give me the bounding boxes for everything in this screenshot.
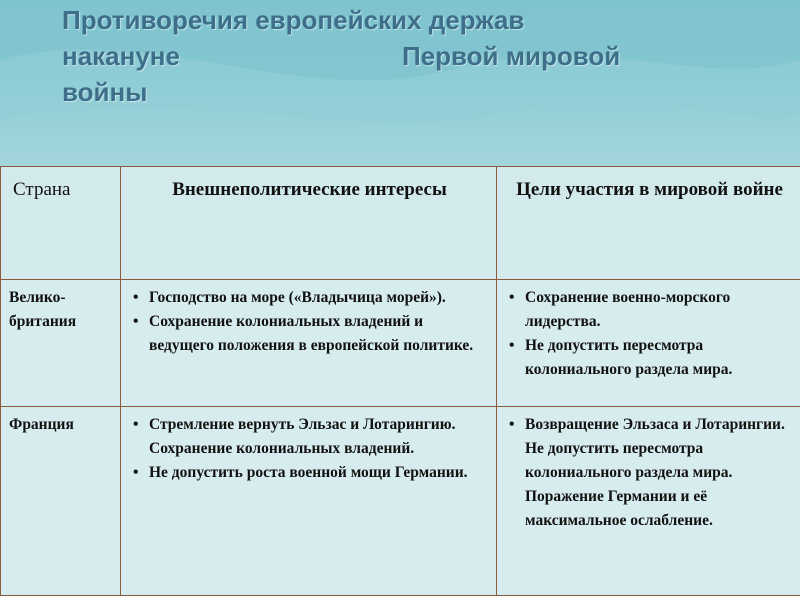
comparison-table: [0, 166, 800, 596]
list-item: • Господство на море («Владычица морей»).: [149, 286, 490, 310]
header-interests: Внешнеполитические интересы: [121, 167, 497, 280]
title-line-2a: накануне: [62, 41, 180, 71]
list-item: • Сохранение колониальных владений и ведущего положения в европейской политике.: [149, 310, 490, 358]
table-row: [1, 280, 800, 407]
header-goals: Цели участия в мировой войне: [497, 167, 800, 280]
header-country: Страна: [1, 167, 121, 280]
country-cell: Велико-британия: [1, 280, 121, 407]
table-header-row: [1, 167, 800, 280]
title-line-2b: Первой мировой: [401, 41, 621, 71]
goals-cell: [497, 280, 800, 407]
list-item: • Не допустить роста военной мощи Германии.: [149, 461, 490, 485]
list-item: • Не допустить пересмотра колониального раздела мира.: [525, 334, 794, 382]
list-item: • Сохранение военно-морского лидерства.: [525, 286, 794, 334]
interests-cell: [121, 280, 497, 407]
slide-title: [62, 2, 762, 110]
goals-cell: [497, 407, 800, 596]
list-item: • Стремление вернуть Эльзас и Лотарингию. Сохранение колониальных владений.: [149, 413, 490, 461]
title-line-2: [62, 38, 762, 74]
country-cell: Франция: [1, 407, 121, 596]
table-row: [1, 407, 800, 596]
title-line-1: Противоречия европейских держав: [62, 5, 525, 35]
title-line-3: войны: [62, 77, 148, 107]
list-item: • Возвращение Эльзаса и Лотарингии. Не допустить пересмотра колониального раздела мира. Поражение Германии и её максимальное ослабление.: [525, 413, 794, 533]
interests-cell: [121, 407, 497, 596]
